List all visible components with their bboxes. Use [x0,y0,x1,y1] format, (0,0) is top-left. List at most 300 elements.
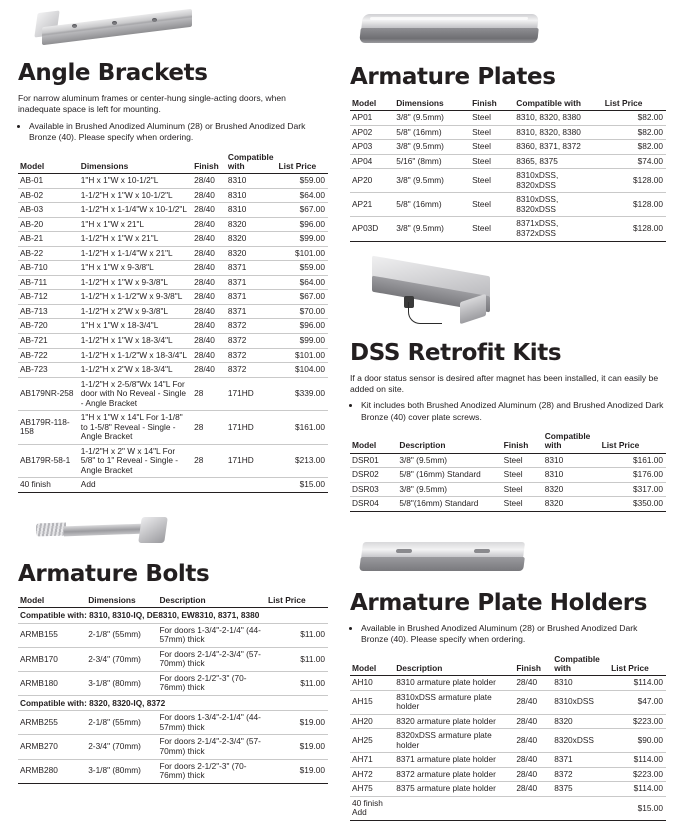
group-label: Compatible with: 8320, 8320-IQ, 8372 [18,695,328,711]
cell-model: AB-720 [18,319,79,334]
cell-dimensions: 1-1/2"H x 1"W x 18-3/4"L [79,334,192,349]
cell-dimensions: 2-1/8" (55mm) [86,623,157,647]
cell-finish: 28/40 [514,690,552,714]
cell-finish: 28/40 [192,217,226,232]
cell-finish: Steel [470,140,514,155]
cell-model: AH71 [350,753,394,768]
cell-compatible: 8310 [552,676,609,691]
cell-compatible: 8372 [226,334,277,349]
cell-price: $339.00 [277,377,329,411]
page-title-armature-bolts: Armature Bolts [18,560,210,587]
cell-dimensions: 1-1/2"H x 1-1/4"W x 10-1/2"L [79,203,192,218]
cell-price: $15.00 [609,796,666,820]
table-row [18,304,328,319]
cell-model: DSR02 [350,468,397,483]
cell-compatible: 8372 [226,319,277,334]
cell-model: AH20 [350,714,394,729]
cell-finish: Steel [502,453,543,468]
cell-model: AB-711 [18,275,79,290]
cell-compatible: 171HD [226,444,277,478]
cell-price: $82.00 [603,111,666,126]
cell-finish: 28/40 [192,334,226,349]
cell-compatible: 8371 [552,753,609,768]
cell-model: AB-712 [18,290,79,305]
cell-finish: 28/40 [192,290,226,305]
col-finish: Finish [502,430,543,453]
cell-finish: 28/40 [514,676,552,691]
cell-finish: 28 [192,444,226,478]
table-row [18,275,328,290]
cell-price: $96.00 [277,319,329,334]
cell-price: $128.00 [603,169,666,193]
cell-finish: 28/40 [192,261,226,276]
cell-finish: 28/40 [192,275,226,290]
cell-price: $317.00 [600,482,666,497]
table-row [18,203,328,218]
col-dimensions: Dimensions [86,594,157,608]
cell-dimensions: 1-1/2"H x 1-1/2"W x 18-3/4"L [79,348,192,363]
cell-dimensions: 5/8" (16mm) [394,193,470,217]
cell-price: $114.00 [609,753,666,768]
cell-model: AB-03 [18,203,79,218]
cell-finish: Steel [502,497,543,512]
cell-model: AB-723 [18,363,79,378]
cell-finish: 28 [192,411,226,445]
table-header-row [350,653,666,676]
cell-finish: Steel [470,193,514,217]
cell-description: 8375 armature plate holder [394,782,514,797]
table-row [350,140,666,155]
table-row [18,290,328,305]
cell-compatible: 8372 [552,767,609,782]
col-list-price: List Price [609,653,666,676]
table-row [350,782,666,797]
cell-model: AB-721 [18,334,79,349]
cell-dimensions: 1-1/2"H x 1-1/2"W x 9-3/8"L [79,290,192,305]
cell-compatible: 8320 [226,246,277,261]
cell-model: AP20 [350,169,394,193]
col-list-price: List Price [277,151,329,174]
cell-compatible: 8375 [552,782,609,797]
cell-price: $64.00 [277,275,329,290]
page-title-armature-plate-holders: Armature Plate Holders [350,589,648,616]
cell-dimensions: 1-1/2"H x 2"W x 9-3/8"L [79,304,192,319]
col-finish: Finish [514,653,552,676]
cell-compatible: 8320 [226,232,277,247]
cell-compatible: 8310 [543,453,600,468]
cell-dimensions: 1-1/2"H x 2" W x 14"L For 5/8" to 1" Reveal - Single - Angle Bracket [79,444,192,478]
cell-price: $70.00 [277,304,329,319]
cell-finish: 28/40 [192,246,226,261]
cell-finish: Steel [470,154,514,169]
cell-model: ARMB170 [18,647,86,671]
cell-price: $161.00 [277,411,329,445]
table-row [18,759,328,783]
table-row [18,174,328,189]
table-header-row [18,151,328,174]
cell-finish: 28/40 [192,363,226,378]
col-compatible-with: Compatible with [226,151,277,174]
cell-model: AB-22 [18,246,79,261]
cell-compatible: 8371 [226,304,277,319]
cell-dimensions: Add [79,478,192,493]
cell-model: AH25 [350,729,394,753]
armature-bolts-table [18,594,328,784]
col-description: Description [397,430,501,453]
cell-price: $19.00 [266,735,328,759]
cell-finish: 28/40 [192,319,226,334]
table-row [350,154,666,169]
cell-dimensions: 1"H x 1"W x 14"L For 1-1/8" to 1-5/8" Reveal - Single - Angle Bracket [79,411,192,445]
cell-price: $47.00 [609,690,666,714]
cell-price: $11.00 [266,671,328,695]
table-row [350,796,666,820]
cell-model: DSR03 [350,482,397,497]
cell-price: $101.00 [277,246,329,261]
cell-description [394,796,514,820]
angle-brackets-table [18,151,328,493]
cell-dimensions: 1"H x 1"W x 21"L [79,217,192,232]
table-row [18,334,328,349]
cell-price: $15.00 [277,478,329,493]
cell-compatible: 8365, 8375 [514,154,602,169]
col-dimensions: Dimensions [79,151,192,174]
armature-plate-holder-illustration [350,530,666,586]
table-row [350,497,666,512]
cell-model: ARMB255 [18,711,86,735]
table-header-row [350,430,666,453]
cell-dimensions: 2-3/4" (70mm) [86,735,157,759]
cell-dimensions: 1-1/2"H x 1"W x 21"L [79,232,192,247]
cell-model: DSR04 [350,497,397,512]
cell-finish: 28/40 [192,304,226,319]
cell-price: $67.00 [277,203,329,218]
armature-plate-holders-table [350,653,666,821]
dss-bullets [350,400,666,423]
cell-model: AH75 [350,782,394,797]
cell-price: $59.00 [277,174,329,189]
cell-model: AB-710 [18,261,79,276]
col-model: Model [18,151,79,174]
cell-price: $59.00 [277,261,329,276]
cell-price: $64.00 [277,188,329,203]
cell-price: $11.00 [266,647,328,671]
cell-dimensions: 1"H x 1"W x 9-3/8"L [79,261,192,276]
cell-model: AB-722 [18,348,79,363]
cell-price: $213.00 [277,444,329,478]
table-row [18,348,328,363]
table-header-row [18,594,328,608]
cell-price: $19.00 [266,711,328,735]
table-row [350,690,666,714]
cell-compatible: 8371 [226,275,277,290]
cell-model: AP03D [350,217,394,241]
cell-model: ARMB180 [18,671,86,695]
bullet-item: • Kit includes both Brushed Anodized Aluminum (28) and Brushed Anodized Dark Bronze (40) cover plate screws. [361,400,666,423]
cell-model: AP03 [350,140,394,155]
cell-dimensions: 2-3/4" (70mm) [86,647,157,671]
cell-description: 8310xDSS armature plate holder [394,690,514,714]
dss-intro: If a door status sensor is desired after magnet has been installed, it can easily be added on site. [350,372,659,394]
cell-finish: 28/40 [192,174,226,189]
cell-compatible: 8320 [552,714,609,729]
cell-compatible [226,478,277,493]
cell-description: 5/8"(16mm) Standard [397,497,501,512]
armature-bolt-illustration [18,507,328,557]
col-model: Model [350,430,397,453]
cell-price: $114.00 [609,676,666,691]
table-header-row [350,97,666,111]
table-row [350,125,666,140]
cell-finish: 28/40 [514,767,552,782]
cell-price: $114.00 [609,782,666,797]
cell-model: AB-713 [18,304,79,319]
cell-compatible: 8310, 8320, 8380 [514,125,602,140]
table-group-header [18,695,328,711]
cell-price: $101.00 [277,348,329,363]
table-row [18,444,328,478]
col-compatible-with: Compatible with [514,97,602,111]
col-model: Model [350,97,394,111]
cell-price: $99.00 [277,232,329,247]
cell-finish: 28/40 [192,232,226,247]
cell-model: AP01 [350,111,394,126]
cell-finish: 28/40 [514,782,552,797]
cell-compatible: 8320xDSS [552,729,609,753]
table-row [18,261,328,276]
col-list-price: List Price [266,594,328,608]
cell-model: DSR01 [350,453,397,468]
col-description: Description [157,594,266,608]
dss-bracket-illustration [350,258,666,336]
cell-price: $90.00 [609,729,666,753]
cell-dimensions: 3/8" (9.5mm) [394,217,470,241]
cell-dimensions: 1-1/2"H x 1"W x 9-3/8"L [79,275,192,290]
cell-description: 3/8" (9.5mm) [397,482,501,497]
table-row [350,468,666,483]
cell-model: AH15 [350,690,394,714]
table-row [350,714,666,729]
col-model: Model [350,653,394,676]
table-row [18,377,328,411]
cell-compatible: 8371 [226,261,277,276]
cell-description: For doors 2-1/4"-2-3/4" (57-70mm) thick [157,735,266,759]
cell-finish: 28/40 [192,348,226,363]
dss-retrofit-kits-table [350,430,666,512]
cell-compatible: 8310xDSS, 8320xDSS [514,193,602,217]
col-compatible-with: Compatible with [543,430,600,453]
cell-price: $67.00 [277,290,329,305]
cell-price: $176.00 [600,468,666,483]
cell-compatible: 8372 [226,363,277,378]
table-row [350,482,666,497]
cell-dimensions: 3/8" (9.5mm) [394,111,470,126]
cell-dimensions: 1"H x 1"W x 18-3/4"L [79,319,192,334]
cell-finish: 28/40 [514,729,552,753]
cell-dimensions: 3/8" (9.5mm) [394,169,470,193]
cell-model: 40 finish [18,478,79,493]
col-description: Description [394,653,514,676]
col-model: Model [18,594,86,608]
cell-model: AH72 [350,767,394,782]
cell-model: AB-21 [18,232,79,247]
cell-compatible: 8310, 8320, 8380 [514,111,602,126]
cell-description: 3/8" (9.5mm) [397,453,501,468]
cell-price: $96.00 [277,217,329,232]
cell-price: $99.00 [277,334,329,349]
cell-model: AH10 [350,676,394,691]
table-row [18,319,328,334]
cell-price: $74.00 [603,154,666,169]
group-label: Compatible with: 8310, 8310-IQ, DE8310, EW8310, 8371, 8380 [18,608,328,624]
cell-model: AP02 [350,125,394,140]
cell-dimensions: 3/8" (9.5mm) [394,140,470,155]
cell-price: $223.00 [609,767,666,782]
right-column [342,0,684,821]
armature-plate-illustration [350,0,666,60]
cell-compatible: 8310 [543,468,600,483]
table-row [350,217,666,241]
cell-compatible: 8320 [226,217,277,232]
table-row [350,767,666,782]
armature-plates-table [350,97,666,242]
cell-compatible: 8372 [226,348,277,363]
cell-model: AB-01 [18,174,79,189]
cell-price: $19.00 [266,759,328,783]
cell-finish [514,796,552,820]
cell-finish: 28/40 [192,203,226,218]
cell-model: AB-20 [18,217,79,232]
cell-finish: Steel [470,169,514,193]
cell-model: 40 finish Add [350,796,394,820]
table-row [350,753,666,768]
cell-compatible: 8360, 8371, 8372 [514,140,602,155]
cell-dimensions: 1-1/2"H x 2-5/8"Wx 14"L For door with No Reveal - Single - Angle Bracket [79,377,192,411]
table-row [18,671,328,695]
cell-price: $161.00 [600,453,666,468]
cell-dimensions: 5/8" (16mm) [394,125,470,140]
cell-finish [192,478,226,493]
cell-dimensions: 1-1/2"H x 1-1/4"W x 21"L [79,246,192,261]
table-row [350,453,666,468]
cell-finish: Steel [470,217,514,241]
table-row [18,188,328,203]
col-list-price: List Price [600,430,666,453]
cell-price: $350.00 [600,497,666,512]
bullet-item: • Available in Brushed Anodized Aluminum (28) or Brushed Anodized Dark Bronze (40). Please specify when ordering. [361,623,666,646]
plate-holders-bullets [350,623,666,646]
cell-description: 8320xDSS armature plate holder [394,729,514,753]
cell-dimensions: 2-1/8" (55mm) [86,711,157,735]
table-row [18,735,328,759]
cell-compatible: 8320 [543,497,600,512]
cell-finish: Steel [502,468,543,483]
cell-description: 8310 armature plate holder [394,676,514,691]
table-row [18,217,328,232]
angle-brackets-bullets [18,121,328,144]
table-row [350,169,666,193]
page-title-angle-brackets: Angle Brackets [18,60,208,86]
cell-model: ARMB155 [18,623,86,647]
cell-compatible: 8310 [226,203,277,218]
cell-compatible: 8320 [543,482,600,497]
col-compatible-with: Compatible with [552,653,609,676]
cell-price: $82.00 [603,125,666,140]
cell-compatible [552,796,609,820]
col-finish: Finish [470,97,514,111]
table-row [18,623,328,647]
cell-description: For doors 1-3/4"-2-1/4" (44-57mm) thick [157,711,266,735]
cell-compatible: 171HD [226,377,277,411]
cell-model: AP04 [350,154,394,169]
cell-compatible: 171HD [226,411,277,445]
cell-description: For doors 2-1/4"-2-3/4" (57-70mm) thick [157,647,266,671]
table-group-header [18,608,328,624]
cell-compatible: 8310 [226,174,277,189]
table-row [18,711,328,735]
table-row [350,729,666,753]
cell-compatible: 8310 [226,188,277,203]
cell-description: 8371 armature plate holder [394,753,514,768]
page-title-armature-plates: Armature Plates [350,64,556,90]
cell-description: For doors 2-1/2"-3" (70-76mm) thick [157,671,266,695]
cell-dimensions: 5/16" (8mm) [394,154,470,169]
angle-brackets-intro: For narrow aluminum frames or center-hung single-acting doors, when inadequate space is left for mounting. [18,93,286,115]
cell-dimensions: 1-1/2"H x 2"W x 18-3/4"L [79,363,192,378]
cell-model: AB-02 [18,188,79,203]
cell-dimensions: 3-1/8" (80mm) [86,759,157,783]
col-dimensions: Dimensions [394,97,470,111]
cell-price: $223.00 [609,714,666,729]
cell-model: AB179NR-258 [18,377,79,411]
cell-finish: 28 [192,377,226,411]
table-row [350,193,666,217]
table-row [18,363,328,378]
bullet-item: • Available in Brushed Anodized Aluminum (28) or Brushed Anodized Dark Bronze (40). Please specify when ordering. [29,121,328,144]
cell-compatible: 8310xDSS, 8320xDSS [514,169,602,193]
cell-compatible: 8310xDSS [552,690,609,714]
cell-price: $82.00 [603,140,666,155]
cell-price: $128.00 [603,193,666,217]
cell-model: AB179R-118-158 [18,411,79,445]
cell-description: For doors 2-1/2"-3" (70-76mm) thick [157,759,266,783]
table-row [18,411,328,445]
cell-dimensions: 3-1/8" (80mm) [86,671,157,695]
table-row [18,647,328,671]
table-row [18,232,328,247]
cell-description: 8320 armature plate holder [394,714,514,729]
cell-dimensions: 1-1/2"H x 1"W x 10-1/2"L [79,188,192,203]
cell-model: ARMB280 [18,759,86,783]
cell-dimensions: 1"H x 1"W x 10-1/2"L [79,174,192,189]
cell-model: AP21 [350,193,394,217]
cell-compatible: 8371xDSS, 8372xDSS [514,217,602,241]
angle-bracket-illustration [18,0,328,56]
table-row [350,676,666,691]
cell-compatible: 8371 [226,290,277,305]
cell-price: $104.00 [277,363,329,378]
cell-model: AB179R-58-1 [18,444,79,478]
page-title-dss-retrofit-kits: DSS Retrofit Kits [350,339,562,366]
cell-description: 5/8" (16mm) Standard [397,468,501,483]
col-finish: Finish [192,151,226,174]
table-row [18,478,328,493]
cell-description: 8372 armature plate holder [394,767,514,782]
cell-finish: Steel [502,482,543,497]
table-row [350,111,666,126]
cell-finish: 28/40 [514,753,552,768]
cell-finish: Steel [470,125,514,140]
